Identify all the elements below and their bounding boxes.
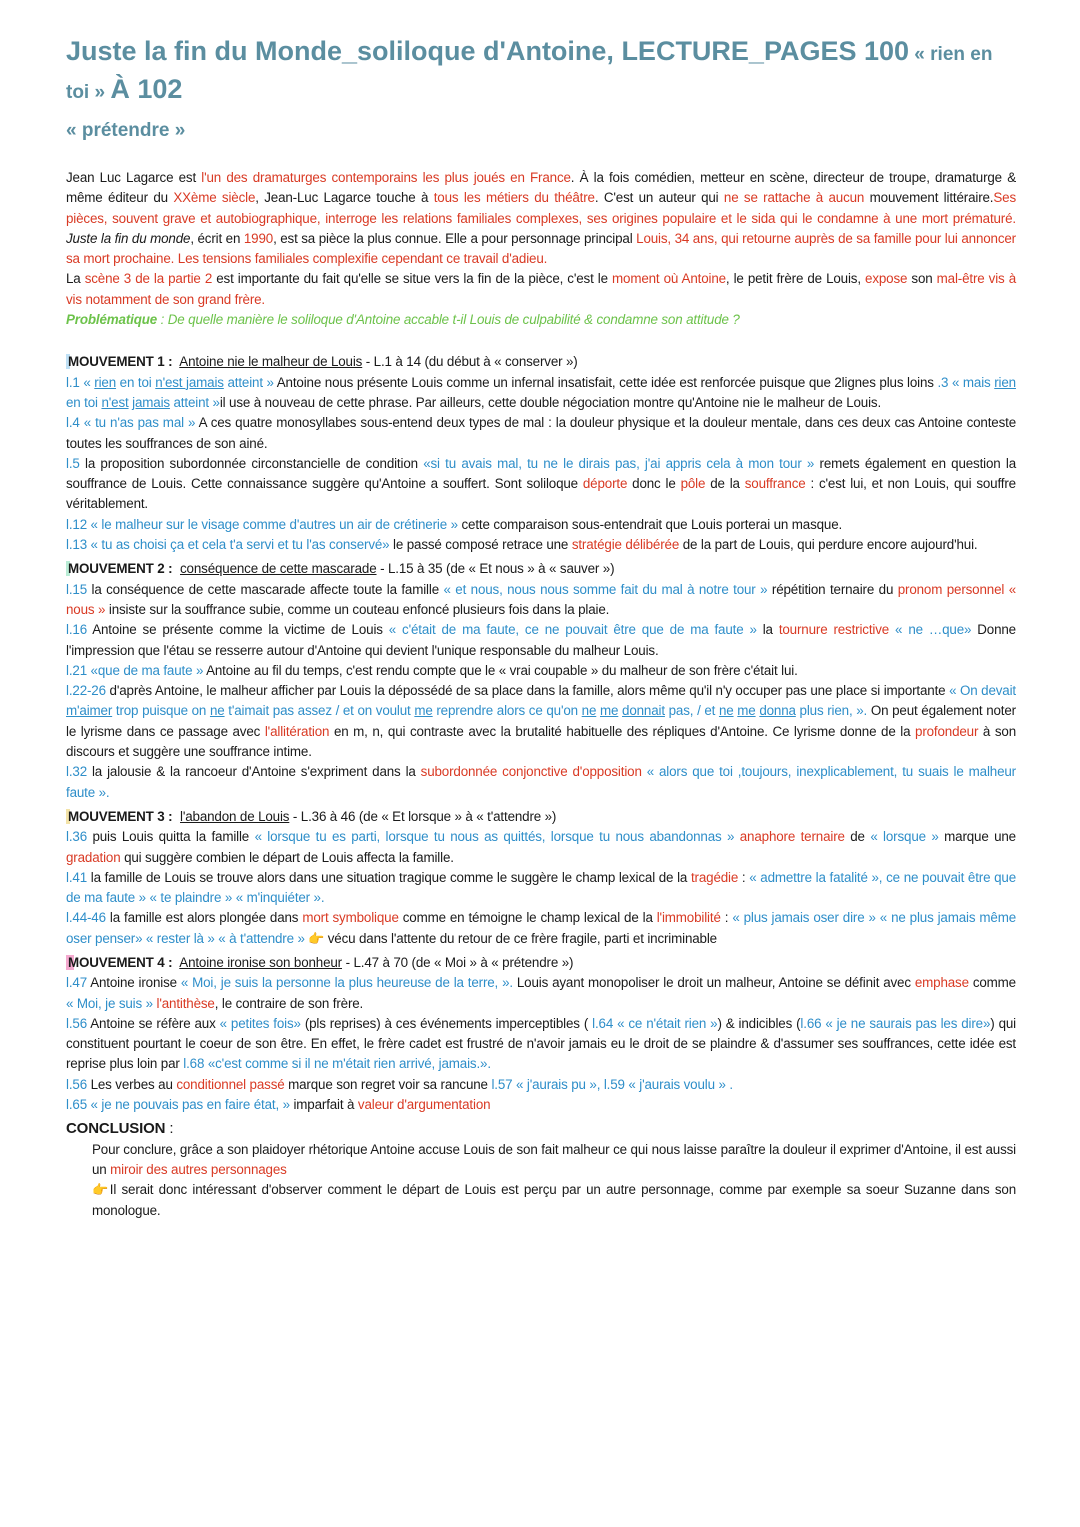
movement-4-tag: MOUVEMENT 4 : (66, 955, 176, 970)
movement-1-title: Antoine nie le malheur de Louis (179, 354, 363, 370)
pointing-hand-icon: 👉 (304, 930, 328, 946)
document-title (66, 34, 1016, 148)
movement-2: MOUVEMENT 2 : conséquence de cette mascarade - L.15 à 35 (de « Et nous » à « sauver ») l.15 la conséquence de cette mascarade affecte toute la famille « et nous, nous nous somme fait du mal à notre tour » répétition ternaire du pronom personnel « nous » insiste sur la souffrance subie, comme un couteau enfoncé plusieurs fois dans la plaie. l.16 Antoine se présente comme la victime de Louis « c'était de ma faute, ce ne pouvait être que de ma faute » la tournure restrictive « ne …que» Donne l'impression que l'étau se resserre autour d'Antoine qui devient l'unique responsable du malheur Louis. l.21 «que de ma faute » Antoine au fil du temps, c'est rendu compte que le « vrai coupable » du malheur de son frère c'était lui. l.22-26 d'après Antoine, le malheur afficher par Louis la dépossédé de sa place dans la famille, alors même qu'il n'y occuper pas une place si importante « On devait m'aimer trop puisque on ne t'aimait pas assez / et on voulut me reprendre alors ce qu'on ne me donnait pas, / et ne me donna plus rien, ». On peut également noter le lyrisme dans ce passage avec l'allitération en m, n, qui contraste avec la brutalité habituelle des répliques d'Antoine. Ce lyrisme donne de la profondeur à son discours et suggère une souffrance intime. l.32 la jalousie & la rancoeur d'Antoine s'expriment dans la subordonnée conjonctive d'opposition « alors que toi ,toujours, inexplicablement, tu suais le malheur faute ». (66, 561, 1017, 800)
movement-3: MOUVEMENT 3 : l'abandon de Louis - L.36 à 46 (de « Et lorsque » à « t'attendre ») l.36 puis Louis quitta la famille « lorsque tu es parti, lorsque tu nous as quittés, lorsque tu nous abandonnas » anaphore ternaire de « lorsque » marque une gradation qui suggère combien le départ de Louis affecta la famille. l.41 la famille de Louis se trouve alors dans une situation tragique comme le suggère le champ lexical de la tragédie : « admettre la fatalité », ce ne pouvait être que de ma faute » « te plaindre » « m'inquiéter ». l.44-46 la famille est alors plongée dans mort symbolique comme en témoigne le champ lexical de la l'immobilité : « plus jamais oser dire » « ne plus jamais même oser penser» « rester là » « à t'attendre » 👉 vécu dans l'attente du retour de ce frère fragile, parti et incriminable (66, 808, 1017, 946)
conclusion-title: CONCLUSION : (66, 1120, 174, 1138)
problematique: Problématique : De quelle manière le soliloque d'Antoine accable t-il Louis de culpabilité & condamne son attitude ? (66, 312, 740, 328)
movement-2-title: conséquence de cette mascarade (180, 561, 377, 577)
title-quote-end: « prétendre » (66, 120, 186, 141)
title-page-end: À 102 (110, 74, 183, 104)
movement-3-tag: MOUVEMENT 3 : (66, 809, 176, 824)
conclusion (66, 1119, 1016, 1139)
title-main: Juste la fin du Monde_soliloque d'Antoine, LECTURE_PAGES 100 (66, 36, 910, 66)
conclusion-text: Pour conclure, grâce a son plaidoyer rhétorique Antoine accuse Louis de son fait malheur ce qui nous laisse paraître la douleur il exprimer d'Antoine, il est aussi un miroir des autres personnages 👉Il serait donc intéressant d'observer comment le départ de Louis est perçu par un autre personnage, comme par exemple sa soeur Suzanne dans son monologue. (92, 1141, 1016, 1218)
movement-2-tag: MOUVEMENT 2 : (66, 561, 176, 576)
movement-1: MOUVEMENT 1 : Antoine nie le malheur de Louis - L.1 à 14 (du début à « conserver ») l.1 « rien en toi n'est jamais atteint » Antoine nous présente Louis comme un infernal insatisfait, cette idée est renforcée puisque que 2lignes plus loins .3 « mais rien en toi n'est jamais atteint »il use à nouveau de cette phrase. Par ailleurs, cette double négociation montre qu'Antoine nie le malheur de Louis. l.4 « tu n'as pas mal » A ces quatre monosyllabes sous-entend deux types de mal : la douleur physique et la douleur mentale, dans ces deux cas Antoine conteste toutes les souffrances de son ainé. l.5 la proposition subordonnée circonstancielle de condition «si tu avais mal, tu ne le dirais pas, j'ai appris cela à mon tour » remets également en question la souffrance de Louis. Cette connaissance suggère qu'Antoine a souffert. Sont soliloque déporte donc le pôle de la souffrance : c'est lui, et non Louis, qui souffre véritablement. l.12 « le malheur sur le visage comme d'autres un air de crétinerie » cette comparaison sous-entendrait que Louis porterai un masque. l.13 « tu as choisi ça et cela t'a servi et tu l'as conservé» le passé composé retrace une stratégie délibérée de la part de Louis, qui perdure encore aujourd'hui. (66, 354, 1017, 553)
movement-3-title: l'abandon de Louis (180, 808, 290, 824)
pointing-hand-icon: 👉 (92, 1182, 110, 1198)
movement-4: MOUVEMENT 4 : Antoine ironise son bonheur - L.47 à 70 (de « Moi » à « prétendre ») l.47 Antoine ironise « Moi, je suis la personne la plus heureuse de la terre, ». Louis ayant monopoliser le droit un malheur, Antoine se définit avec emphase comme « Moi, je suis » l'antithèse, le contraire de son frère. l.56 Antoine se réfère aux « petites fois» (pls reprises) à ces événements imperceptibles ( l.64 « ce n'était rien ») & indicibles (l.66 « je ne saurais pas les dire») qui constituent pourtant le coeur de son être. En effet, le frère cadet est frustré de n'avoir jamais eu le droit de se plaindre & d'assumer ses souffrances, cette idée est reprise plus loin par l.68 «c'est comme si il ne m'était rien arrivé, jamais.». l.56 Les verbes au conditionnel passé marque son regret voir sa rancune l.57 « j'aurais pu », l.59 « j'aurais voulu » . l.65 « je ne pouvais pas en faire état, » imparfait à valeur d'argumentation (66, 954, 1016, 1113)
title-quote-start: « rien en toi » (66, 44, 993, 103)
introduction-paragraph: Jean Luc Lagarce est l'un des dramaturges contemporains les plus joués en France. À la fois comédien, metteur en scène, directeur de troupe, dramaturge & même éditeur du XXème siècle, Jean-Luc Lagarce touche à tous les métiers du théâtre. C'est un auteur qui ne se rattache à aucun mouvement littéraire.Ses pièces, souvent grave et autobiographique, interroge les relations familiales complexes, ses origines populaire et le sida qui le condamne à une mort prématuré. Juste la fin du monde, écrit en 1990, est sa pièce la plus connue. Elle a pour personnage principal Louis, 34 ans, qui retourne auprès de sa famille pour lui annoncer sa mort prochaine. Les tensions familiales complexifie cependant ce travail d'adieu. La scène 3 de la partie 2 est importante du fait qu'elle se situe vers la fin de la pièce, c'est le moment où Antoine, le petit frère de Louis, expose son mal-être vis à vis notamment de son grand frère. Problématique : De quelle manière le soliloque d'Antoine accable t-il Louis de culpabilité & condamne son attitude ? (66, 170, 1016, 328)
movement-4-title: Antoine ironise son bonheur (179, 954, 342, 970)
movement-1-tag: MOUVEMENT 1 : (66, 354, 176, 369)
